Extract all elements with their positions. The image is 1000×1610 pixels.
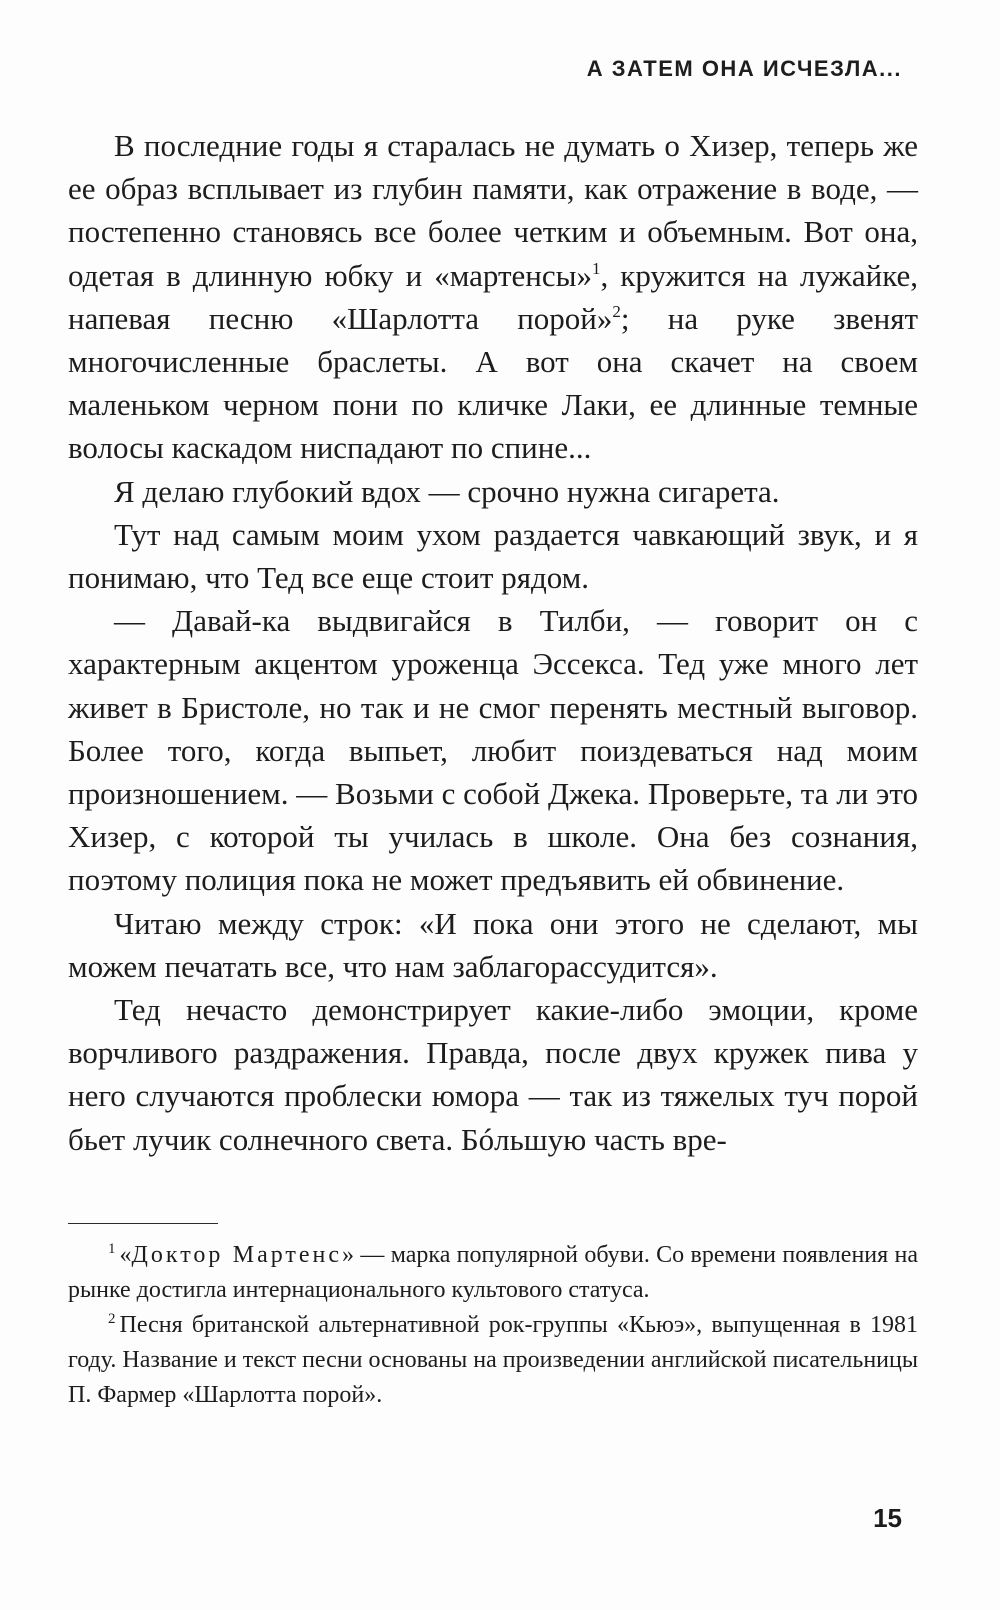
paragraph-1-part-a: В последние годы я старалась не думать о Хизер, теперь же ее образ всплывает из глубин памяти, как отражение в воде, — постепенно становясь все более четким и объемным. Вот она, одетая в длинную юбку и «мартенсы» bbox=[68, 128, 918, 293]
footnote-separator bbox=[68, 1223, 218, 1224]
paragraph-6: Тед нечасто демонстрирует какие-либо эмоции, кроме ворчливого раздражения. Правда, после двух кружек пива у него случаются проблески юмора — так из тяжелых туч порой бьет лучик солнечного света. Бóльшую часть вре- bbox=[68, 992, 918, 1157]
paragraph-5: Читаю между строк: «И пока они этого не сделают, мы можем печатать все, что нам заблагорассудится». bbox=[68, 905, 918, 984]
paragraph-1 bbox=[68, 124, 918, 470]
paragraph-2: Я делаю глубокий вдох — срочно нужна сигарета. bbox=[114, 473, 780, 509]
paragraph-1-part-b: , кружится на лужайке, напевая песню «Шарлотта порой» bbox=[68, 257, 919, 336]
footnote-1-mark: 1 bbox=[108, 1241, 116, 1257]
page-number: 15 bbox=[873, 1503, 902, 1533]
footnotes bbox=[68, 1238, 918, 1413]
footnote-2-text: Песня британской альтернативной рок-группы «Кьюэ», выпущенная в 1981 году. Название и текст песни основаны на произведении английской писательницы П. Фармер «Шарлотта порой». bbox=[68, 1312, 918, 1408]
footnote-1-term: Доктор Мартенс bbox=[131, 1242, 343, 1268]
footnote-2 bbox=[68, 1308, 918, 1413]
footnote-1-text: » — марка популярной обуви. Со времени появления на рынке достигла интернационального культового статуса. bbox=[68, 1242, 919, 1303]
footnote-2-mark: 2 bbox=[108, 1311, 116, 1327]
footnote-1 bbox=[68, 1238, 918, 1308]
paragraph-3: Тут над самым моим ухом раздается чавкающий звук, и я понимаю, что Тед все еще стоит рядом. bbox=[68, 516, 918, 596]
running-title: А ЗАТЕМ ОНА ИСЧЕЗЛА... bbox=[586, 56, 902, 81]
footnote-ref-1: 1 bbox=[591, 258, 601, 278]
paragraph-1-part-c: ; на руке звенят многочисленные браслеты. А вот она скачет на своем маленьком черном пони по кличке Лаки, ее длинные темные волосы каскадом ниспадают по спине... bbox=[68, 300, 918, 466]
paragraph-4: — Давай-ка выдвигайся в Тилби, — говорит он с характерным акцентом уроженца Эссекса. Тед уже много лет живет в Бристоле, но так и не смог перенять местный выговор. Более того, когда выпьет, любит поиздеваться над моим произношением. — Возьми с собой Джека. Проверьте, та ли это Хизер, с которой ты училась в школе. Она без сознания, поэтому полиция пока не может предъявить ей обвинение. bbox=[68, 603, 918, 898]
footnote-ref-2: 2 bbox=[612, 301, 621, 321]
main-text bbox=[68, 124, 918, 1161]
footnote-1-open-quote: « bbox=[119, 1242, 132, 1268]
